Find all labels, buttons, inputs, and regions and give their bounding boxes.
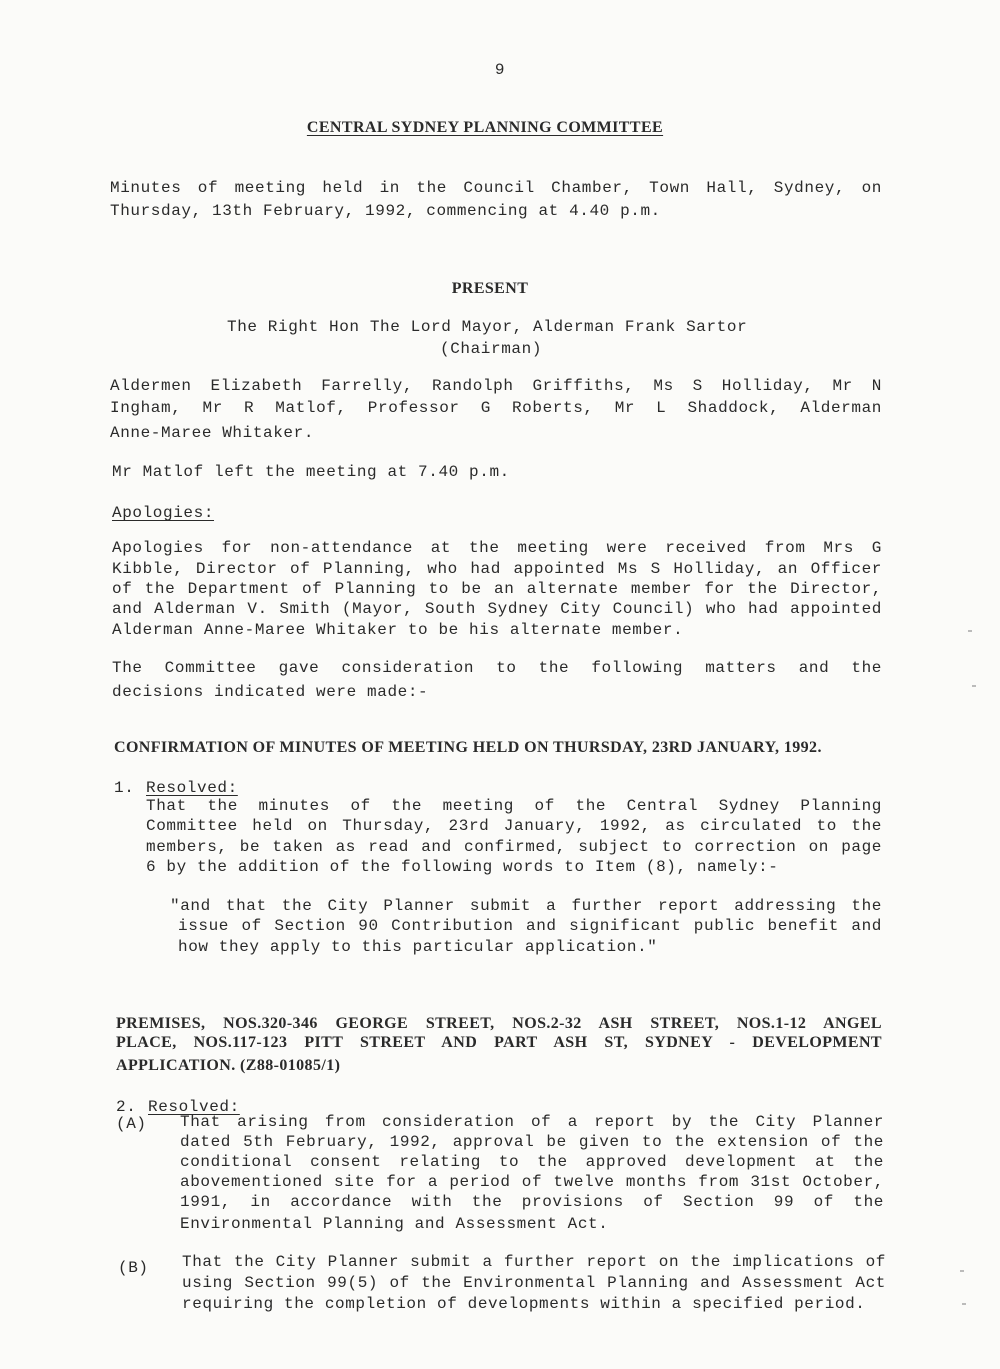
item1-line: That the minutes of the meeting of the Central Sydney Planning xyxy=(146,797,882,815)
item2-b-label: (B) xyxy=(118,1259,149,1277)
apologies-line: of the Department of Planning to be an alternate member for the Director, xyxy=(112,580,882,598)
item2-heading: PLACE, NOS.117-123 PITT STREET AND PART ASH ST, SYDNEY - DEVELOPMENT xyxy=(116,1034,882,1051)
consideration-line: The Committee gave consideration to the following matters and the xyxy=(112,659,882,677)
page-title: CENTRAL SYDNEY PLANNING COMMITTEE xyxy=(306,119,664,136)
intro-line: Thursday, 13th February, 1992, commencing at 4.40 p.m. xyxy=(110,202,661,220)
item1-line: Committee held on Thursday, 23rd January, 1992, as circulated to the xyxy=(146,817,882,835)
item2-a-line: 1991, in accordance with the provisions of Section 99 of the xyxy=(180,1193,884,1211)
item1-quote-line: how they apply to this particular application." xyxy=(178,938,658,956)
item1-resolved: Resolved: xyxy=(146,779,238,797)
chair-line: The Right Hon The Lord Mayor, Alderman Frank Sartor xyxy=(227,318,748,336)
members-line: Aldermen Elizabeth Farrelly, Randolph Griffiths, Ms S Holliday, Mr N xyxy=(110,377,882,395)
item1-quote-line: issue of Section 90 Contribution and significant public benefit and xyxy=(178,917,882,935)
item2-b-line: using Section 99(5) of the Environmental Planning and Assessment Act xyxy=(182,1274,886,1292)
chair-line: (Chairman) xyxy=(440,340,543,358)
item1-quote-line: "and that the City Planner submit a further report addressing the xyxy=(170,897,882,915)
item1-line: 6 by the addition of the following words to Item (8), namely:- xyxy=(146,858,779,876)
intro-line: Minutes of meeting held in the Council Chamber, Town Hall, Sydney, on xyxy=(110,179,882,197)
left-meeting-note: Mr Matlof left the meeting at 7.40 p.m. xyxy=(112,463,510,481)
item1-heading: CONFIRMATION OF MINUTES OF MEETING HELD ON THURSDAY, 23RD JANUARY, 1992. xyxy=(114,739,822,756)
item2-b-line: That the City Planner submit a further report on the implications of xyxy=(182,1253,886,1271)
item1-line: members, be taken as read and confirmed, subject to correction on page xyxy=(146,838,882,856)
item1-number: 1. xyxy=(114,779,135,797)
item2-heading: PREMISES, NOS.320-346 GEORGE STREET, NOS.2-32 ASH STREET, NOS.1-12 ANGEL xyxy=(116,1015,882,1032)
item2-a-line: dated 5th February, 1992, approval be given to the extension of the xyxy=(180,1133,884,1151)
consideration-line: decisions indicated were made:- xyxy=(112,683,429,701)
scan-speck xyxy=(960,1270,964,1272)
item2-b-line: requiring the completion of developments within a specified period. xyxy=(182,1295,866,1313)
apologies-line: and Alderman V. Smith (Mayor, South Sydney City Council) who had appointed xyxy=(112,600,882,618)
apologies-line: Apologies for non-attendance at the meeting were received from Mrs G xyxy=(112,539,882,557)
item2-a-line: conditional consent relating to the approved development at the xyxy=(180,1153,884,1171)
item2-resolved: Resolved: xyxy=(148,1098,240,1116)
item2-heading: APPLICATION. (Z88-01085/1) xyxy=(116,1057,341,1074)
present-heading: PRESENT xyxy=(451,280,529,297)
item2-a-line: abovementioned site for a period of twelve months from 31st October, xyxy=(180,1173,884,1191)
scan-speck xyxy=(962,1303,966,1305)
scan-speck xyxy=(972,685,976,687)
members-line: Anne-Maree Whitaker. xyxy=(110,424,315,442)
scan-speck xyxy=(968,630,972,632)
item2-a-label: (A) xyxy=(116,1115,147,1133)
apologies-line: Kibble, Director of Planning, who had appointed Ms S Holliday, an Officer xyxy=(112,560,882,578)
page-number: 9 xyxy=(494,61,506,79)
item2-a-line: That arising from consideration of a report by the City Planner xyxy=(180,1113,884,1131)
members-line: Ingham, Mr R Matlof, Professor G Roberts, Mr L Shaddock, Alderman xyxy=(110,399,882,417)
item2-a-line: Environmental Planning and Assessment Act. xyxy=(180,1215,609,1233)
apologies-heading: Apologies: xyxy=(112,504,215,522)
apologies-line: Alderman Anne-Maree Whitaker to be his alternate member. xyxy=(112,621,684,639)
item2-number: 2. xyxy=(116,1098,137,1116)
